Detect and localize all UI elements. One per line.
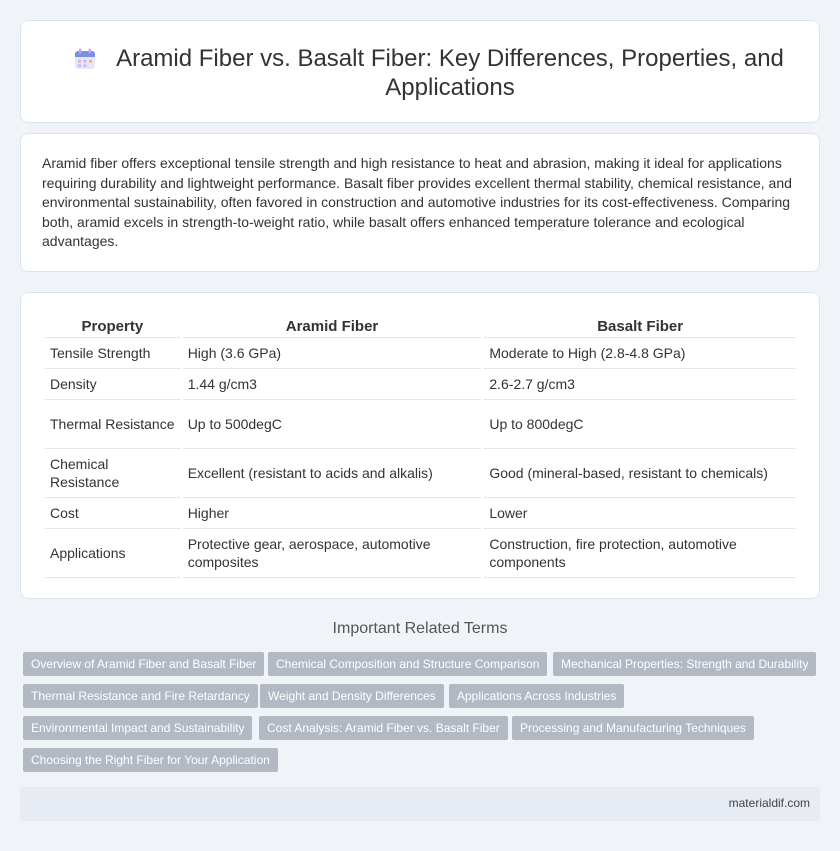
aramid-cell: High (3.6 GPa)	[183, 338, 482, 369]
related-tag-applications[interactable]: Applications Across Industries	[449, 684, 624, 708]
table-row	[45, 338, 796, 369]
footer	[20, 787, 820, 821]
aramid-cell: Protective gear, aerospace, automotive composites	[183, 529, 482, 578]
aramid-cell: 1.44 g/cm3	[183, 369, 482, 400]
related-tag-processing-manufacturing[interactable]: Processing and Manufacturing Techniques	[512, 716, 754, 740]
page-title: Aramid Fiber vs. Basalt Fiber: Key Differences, Properties, and Applications	[116, 45, 784, 101]
table-row	[45, 498, 796, 529]
property-cell: Thermal Resistance	[45, 400, 180, 449]
comparison-table-card	[20, 292, 820, 599]
related-tag-overview[interactable]: Overview of Aramid Fiber and Basalt Fiber	[23, 652, 264, 676]
column-header-basalt: Basalt Fiber	[484, 314, 796, 338]
related-tag-thermal-resistance[interactable]: Thermal Resistance and Fire Retardancy	[23, 684, 258, 708]
column-header-aramid: Aramid Fiber	[183, 314, 482, 338]
basalt-cell: Good (mineral-based, resistant to chemicals)	[484, 449, 796, 498]
aramid-cell: Higher	[183, 498, 482, 529]
basalt-cell: Construction, fire protection, automotive components	[484, 529, 796, 578]
table-row	[45, 529, 796, 578]
aramid-cell: Excellent (resistant to acids and alkalis)	[183, 449, 482, 498]
basalt-cell: Up to 800degC	[484, 400, 796, 449]
table-row	[45, 449, 796, 498]
footer-site-link[interactable]: materialdif.com	[728, 796, 810, 810]
calendar-icon	[74, 48, 96, 70]
property-cell: Tensile Strength	[45, 338, 180, 369]
basalt-cell: 2.6-2.7 g/cm3	[484, 369, 796, 400]
property-cell: Applications	[45, 529, 180, 578]
related-tag-choosing-fiber[interactable]: Choosing the Right Fiber for Your Application	[23, 748, 278, 772]
aramid-cell: Up to 500degC	[183, 400, 482, 449]
comparison-table	[42, 314, 799, 578]
property-cell: Cost	[45, 498, 180, 529]
related-tag-chemical-composition[interactable]: Chemical Composition and Structure Comparison	[268, 652, 547, 676]
table-row	[45, 400, 796, 449]
table-header-row	[45, 314, 796, 338]
basalt-cell: Moderate to High (2.8-4.8 GPa)	[484, 338, 796, 369]
related-tag-weight-density[interactable]: Weight and Density Differences	[260, 684, 444, 708]
basalt-cell: Lower	[484, 498, 796, 529]
related-tag-environmental-impact[interactable]: Environmental Impact and Sustainability	[23, 716, 252, 740]
related-tag-mechanical-properties[interactable]: Mechanical Properties: Strength and Durability	[553, 652, 816, 676]
column-header-property: Property	[45, 314, 180, 338]
table-row	[45, 369, 796, 400]
related-tag-cost-analysis[interactable]: Cost Analysis: Aramid Fiber vs. Basalt Fiber	[259, 716, 508, 740]
intro-paragraph: Aramid fiber offers exceptional tensile strength and high resistance to heat and abrasion, making it ideal for applications requiring durability and lightweight performance. Basalt fiber provides excellent thermal stability, chemical resistance, and environmental sustainability, often favored in construction and automotive industries for its cost-effectiveness. Comparing both, aramid excels in strength-to-weight ratio, while basalt offers enhanced temperature tolerance and ecological advantages.	[42, 155, 792, 250]
property-cell: Density	[45, 369, 180, 400]
property-cell: Chemical Resistance	[45, 449, 180, 498]
related-terms-title: Important Related Terms	[332, 620, 508, 637]
intro-card	[20, 133, 820, 272]
header-card	[20, 20, 820, 123]
